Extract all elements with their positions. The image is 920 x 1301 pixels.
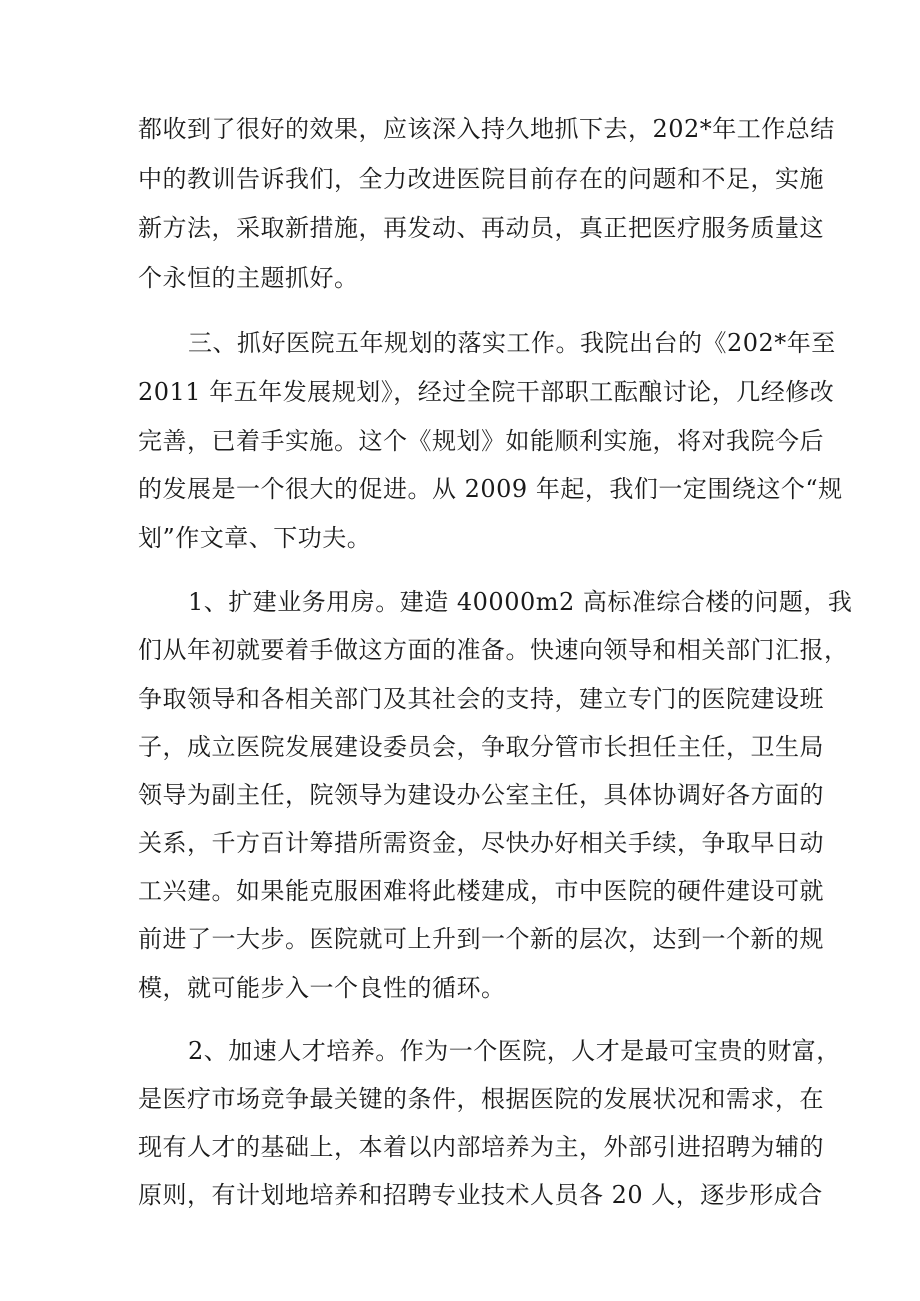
text-line: 原则，有计划地培养和招聘专业技术人员各 20 人，逐步形成合 <box>138 1181 823 1209</box>
text-line: 的发展是一个很大的促进。从 2009 年起，我们一定围绕这个“规 <box>138 475 843 503</box>
text-line: 工兴建。如果能克服困难将此楼建成，市中医院的硬件建设可就 <box>138 877 824 905</box>
text-line: 现有人才的基础上，本着以内部培养为主，外部引进招聘为辅的 <box>138 1133 824 1161</box>
text-line: 2011 年五年发展规划》，经过全院干部职工酝酿讨论，几经修改 <box>138 378 835 406</box>
text-line: 们从年初就要着手做这方面的准备。快速向领导和相关部门汇报， <box>138 636 849 664</box>
text-line: 个永恒的主题抓好。 <box>138 264 359 292</box>
text-line: 完善，已着手实施。这个《规划》如能顺利实施，将对我院今后 <box>138 427 824 455</box>
text-line: 中的教训告诉我们，全力改进医院目前存在的问题和不足，实施 <box>138 165 824 193</box>
text-line: 争取领导和各相关部门及其社会的支持，建立专门的医院建设班 <box>138 685 824 713</box>
text-line: 模，就可能步入一个良性的循环。 <box>138 974 506 1002</box>
paragraph-start-line: 2、加速人才培养。作为一个医院，人才是最可宝贵的财富， <box>188 1037 841 1065</box>
paragraph-start-line: 1、扩建业务用房。建造 40000m2 高标准综合楼的问题，我 <box>188 588 853 616</box>
text-line: 领导为副主任，院领导为建设办公室主任，具体协调好各方面的 <box>138 781 824 809</box>
text-line: 都收到了很好的效果，应该深入持久地抓下去，202*年工作总结 <box>138 115 835 143</box>
paragraph-start-line: 三、抓好医院五年规划的落实工作。我院出台的《202*年至 <box>188 329 836 357</box>
text-line: 是医疗市场竞争最关键的条件，根据医院的发展状况和需求，在 <box>138 1085 824 1113</box>
text-line: 关系，千方百计筹措所需资金，尽快办好相关手续，争取早日动 <box>138 829 824 857</box>
text-line: 前进了一大步。医院就可上升到一个新的层次，达到一个新的规 <box>138 925 824 953</box>
text-line: 划”作文章、下功夫。 <box>138 524 372 552</box>
text-line: 新方法，采取新措施，再发动、再动员，真正把医疗服务质量这 <box>138 214 824 242</box>
text-line: 子，成立医院发展建设委员会，争取分管市长担任主任，卫生局 <box>138 733 824 761</box>
